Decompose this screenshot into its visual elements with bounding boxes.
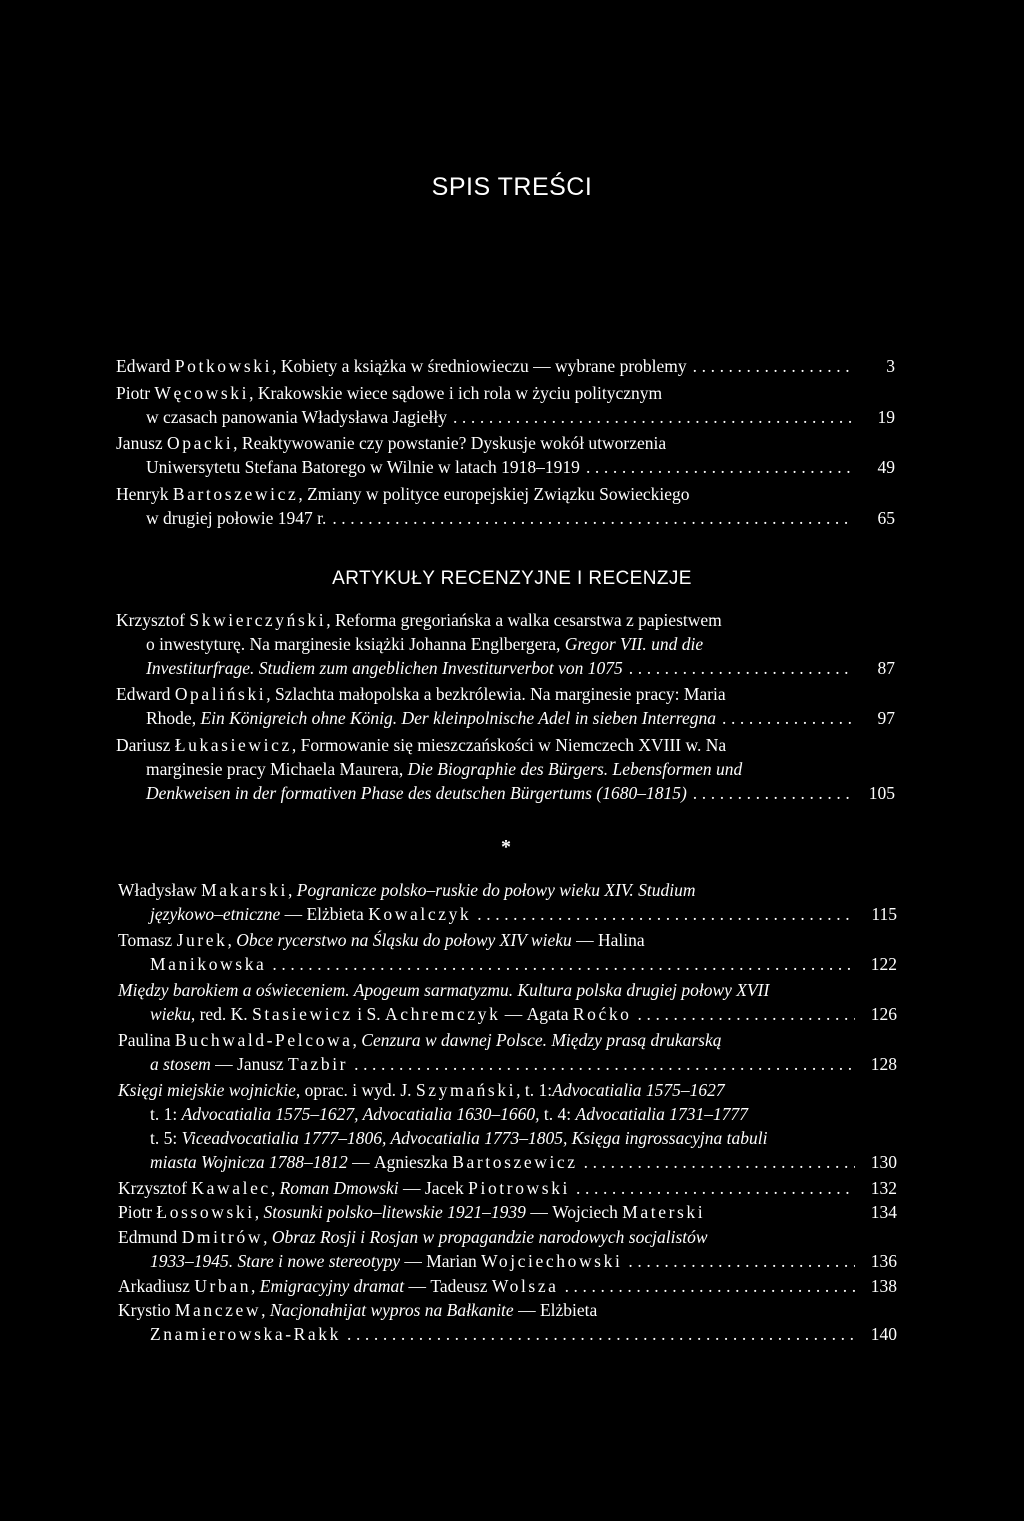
book-title: Advocatialia 1731–1777 bbox=[575, 1104, 749, 1124]
toc-entry-manczew[interactable]: Krystio Manczew , Nacjonałnijat wypros na Bałkanite — Elżbieta bbox=[118, 1300, 598, 1320]
toc-entry-ksiegi-wojnickie-cont bbox=[150, 1102, 897, 1126]
author-first: Władysław bbox=[118, 880, 197, 900]
book-title: językowo–etniczne bbox=[150, 904, 281, 924]
toc-entry-lukasiewicz[interactable]: Dariusz Łukasiewicz , Formowanie się mieszczańskości w Niemczech XVIII w. Na bbox=[116, 735, 727, 755]
toc-entry-makarski-cont: językowo–etniczne — Elżbieta Kowalczyk ..... 115 bbox=[150, 902, 897, 926]
reviewer-last: Piotrowski bbox=[468, 1178, 571, 1198]
author-last: Dmitrów bbox=[181, 1227, 264, 1247]
book-title: Między barokiem a oświeceniem. Apogeum sarmatyzmu. Kultura polska drugiej połowy XVII bbox=[118, 980, 770, 1000]
toc-entry-wecowski-cont bbox=[146, 405, 895, 429]
toc-entry-skwierczynski-cont2 bbox=[146, 656, 895, 680]
author-last: Bartoszewicz bbox=[172, 484, 299, 504]
reviewer-last: Materski bbox=[622, 1202, 706, 1222]
book-title: Die Biographie des Bürgers. Lebensformen und bbox=[407, 759, 743, 779]
section-divider: * bbox=[501, 836, 511, 858]
book-title: Advocatialia 1575–1627 bbox=[552, 1080, 725, 1100]
page-number: 132 bbox=[870, 1178, 897, 1198]
leader-dots bbox=[687, 354, 853, 378]
leader-dots bbox=[559, 1274, 855, 1298]
author-first: Janusz bbox=[116, 433, 163, 453]
book-title: wieku bbox=[150, 1004, 191, 1024]
leader-dots bbox=[570, 1176, 855, 1200]
toc-entry-bartoszewicz[interactable]: Henryk Bartoszewicz , Zmiany w polityce europejskiej Związku Sowieckiego bbox=[116, 484, 690, 504]
author-first: Krzysztof bbox=[118, 1178, 188, 1198]
author-last: Buchwald-Pelcowa bbox=[174, 1030, 353, 1050]
author-last: Manczew bbox=[174, 1300, 262, 1320]
toc-entry-kawalec[interactable]: Krzysztof Kawalec , Roman Dmowski — Jacek Piotrowski ..... 132 bbox=[118, 1176, 897, 1200]
toc-entry-dmitrow[interactable]: Edmund Dmitrów , Obraz Rosji i Rosjan w propagandzie narodowych socjalistów bbox=[118, 1227, 708, 1247]
editor-1: Stasiewicz bbox=[252, 1004, 353, 1024]
leader-dots bbox=[471, 902, 855, 926]
editor-2: Achremczyk bbox=[385, 1004, 501, 1024]
volume-label: , t. 1: bbox=[516, 1080, 553, 1100]
author-last: Łukasiewicz bbox=[174, 735, 292, 755]
author-last: Łossowski bbox=[156, 1202, 255, 1222]
toc-entry-makarski[interactable]: Władysław Makarski , Pogranicze polsko–ruskie do połowy wieku XIV. Studium bbox=[118, 880, 696, 900]
page-number: 97 bbox=[877, 708, 895, 728]
author-first: Edmund bbox=[118, 1227, 178, 1247]
page-number: 130 bbox=[870, 1152, 897, 1172]
toc-entry-opalinski[interactable]: Edward Opaliński , Szlachta małopolska a bezkrólewia. Na marginesie pracy: Maria bbox=[116, 684, 726, 704]
book-title: a stosem bbox=[150, 1054, 211, 1074]
toc-entry-lossowski[interactable]: Piotr Łossowski , Stosunki polsko–litewskie 1921–1939 — Wojciech Materski 134 bbox=[118, 1202, 897, 1222]
toc-entry-urban[interactable]: Arkadiusz Urban , Emigracyjny dramat — Tadeusz Wolsza ..... 138 bbox=[118, 1274, 897, 1298]
reviewer-first: Agata bbox=[526, 1004, 569, 1024]
leader-dots bbox=[687, 781, 853, 805]
editor-label: , oprac. i wyd. J. bbox=[295, 1080, 412, 1100]
book-title: Ein Königreich ohne König. Der kleinpolnische Adel in sieben Interregna bbox=[200, 708, 716, 728]
reviewer-last: Manikowska bbox=[150, 954, 267, 974]
toc-entry-wecowski[interactable]: Piotr Węcowski , Krakowskie wiece sądowe i ich rola w życiu politycznym bbox=[116, 383, 663, 403]
page-title: SPIS TREŚCI bbox=[431, 173, 593, 201]
author-last: Urban bbox=[194, 1276, 252, 1296]
editor-label: , red. K. bbox=[190, 1004, 248, 1024]
editor: Szymański bbox=[415, 1080, 517, 1100]
page-number: 138 bbox=[870, 1276, 897, 1296]
reviewer-first: Agnieszka bbox=[373, 1152, 448, 1172]
leader-dots bbox=[578, 1150, 855, 1174]
book-title: Gregor VII. und die bbox=[564, 634, 704, 654]
book-title: Cenzura w dawnej Polsce. Między prasą drukarską bbox=[361, 1030, 722, 1050]
author-last: Skwierczyński bbox=[189, 610, 327, 630]
page-number: 65 bbox=[877, 508, 895, 528]
toc-entry-buchwald[interactable]: Paulina Buchwald-Pelcowa , Cenzura w dawnej Polsce. Między prasą drukarską bbox=[118, 1030, 722, 1050]
reviewer-first: Wojciech bbox=[552, 1202, 618, 1222]
leader-dots bbox=[622, 1249, 855, 1273]
entry-title: Krakowskie wiece sądowe i ich rola w życiu politycznym bbox=[257, 383, 663, 403]
page-number: 136 bbox=[870, 1251, 897, 1271]
page-number: 49 bbox=[877, 457, 895, 477]
toc-entry-lukasiewicz-cont bbox=[146, 757, 895, 781]
author-last: Makarski bbox=[201, 880, 289, 900]
reviewer-last: Znamierowska-Rakk bbox=[150, 1324, 341, 1344]
leader-dots bbox=[623, 656, 853, 680]
book-title: miasta Wojnicza 1788–1812 bbox=[150, 1152, 348, 1172]
author-last: Węcowski bbox=[154, 383, 250, 403]
book-title: Obce rycerstwo na Śląsku do połowy XIV wieku bbox=[236, 930, 572, 950]
reviewer-first: Janusz bbox=[237, 1054, 284, 1074]
section-heading: ARTYKUŁY RECENZYJNE I RECENZJE bbox=[332, 568, 692, 589]
book-title: Roman Dmowski bbox=[279, 1178, 399, 1198]
volume-label: t. 5: bbox=[150, 1128, 178, 1148]
volume-label: t. 4: bbox=[543, 1104, 572, 1124]
page-number: 3 bbox=[886, 356, 895, 376]
author-last: Kawalec bbox=[191, 1178, 271, 1198]
entry-title: Reforma gregoriańska a walka cesarstwa z papiestwem bbox=[334, 610, 722, 630]
reviewer-first: Elżbieta bbox=[306, 904, 364, 924]
book-title: Denkweisen in der formativen Phase des deutschen Bürgertums (1680–1815) bbox=[146, 783, 687, 803]
page-number: 122 bbox=[870, 954, 897, 974]
toc-entry-dmitrow-cont: 1933–1945. Stare i nowe stereotypy — Marian Wojciechowski ..... 136 bbox=[150, 1249, 897, 1273]
entry-title: w drugiej połowie 1947 r. bbox=[146, 508, 327, 528]
entry-title: Zmiany w polityce europejskiej Związku Sowieckiego bbox=[307, 484, 690, 504]
author-first: Edward bbox=[116, 684, 171, 704]
author-last: Potkowski bbox=[174, 356, 273, 376]
toc-entry-skwierczynski-cont bbox=[146, 632, 895, 656]
book-title: Stosunki polsko–litewskie 1921–1939 bbox=[263, 1202, 526, 1222]
page-number: 87 bbox=[877, 658, 895, 678]
reviewer-last: Wojciechowski bbox=[481, 1251, 623, 1271]
page-number: 140 bbox=[870, 1324, 897, 1344]
entry-text: Rhode, bbox=[146, 708, 197, 728]
page-number: 126 bbox=[870, 1004, 897, 1024]
author-first: Arkadiusz bbox=[118, 1276, 190, 1296]
book-title: Obraz Rosji i Rosjan w propagandzie narodowych socjalistów bbox=[271, 1227, 708, 1247]
author-last: Jurek bbox=[176, 930, 228, 950]
reviewer-last: Kowalczyk bbox=[368, 904, 472, 924]
author-last: Opaliński bbox=[174, 684, 267, 704]
toc-entry-ksiegi-wojnickie[interactable] bbox=[118, 1078, 897, 1102]
author-first: Piotr bbox=[116, 383, 151, 403]
toc-entry-ksiegi-wojnickie-cont2 bbox=[150, 1126, 897, 1150]
book-title: 1933–1945. Stare i nowe stereotypy bbox=[150, 1251, 400, 1271]
author-first: Edward bbox=[116, 356, 171, 376]
entry-text: marginesie pracy Michaela Maurera, bbox=[146, 759, 404, 779]
toc-entry-buchwald-cont: a stosem — Janusz Tazbir ..... 128 bbox=[150, 1052, 897, 1076]
reviewer-last: Tazbir bbox=[288, 1054, 349, 1074]
author-first: Dariusz bbox=[116, 735, 171, 755]
reviewer-first: Marian bbox=[426, 1251, 477, 1271]
volume-label: t. 1: bbox=[150, 1104, 178, 1124]
leader-dots bbox=[632, 1002, 855, 1026]
reviewer-first: Elżbieta bbox=[539, 1300, 598, 1320]
leader-dots bbox=[716, 706, 853, 730]
toc-entry-bartoszewicz-cont bbox=[146, 506, 895, 530]
leader-dots bbox=[580, 455, 853, 479]
entry-text: o inwestyturę. Na marginesie książki Johanna Englbergera, bbox=[146, 634, 561, 654]
entry-title: Szlachta małopolska a bezkrólewia. Na marginesie pracy: Maria bbox=[275, 684, 726, 704]
author-last: Opacki bbox=[167, 433, 234, 453]
entry-title: Reaktywowanie czy powstanie? Dyskusje wokół utworzenia bbox=[241, 433, 667, 453]
entry-title: Formowanie się mieszczańskości w Niemczech XVIII w. Na bbox=[300, 735, 727, 755]
page-number: 115 bbox=[871, 904, 897, 924]
toc-entry-lukasiewicz-cont2 bbox=[146, 781, 895, 805]
author-first: Krzysztof bbox=[116, 610, 186, 630]
toc-entry-manczew-cont bbox=[150, 1322, 897, 1346]
toc-entry-ksiegi-wojnickie-cont3: miasta Wojnicza 1788–1812 — Agnieszka Bartoszewicz ..... 130 bbox=[150, 1150, 897, 1174]
reviewer-last: Wolsza bbox=[491, 1276, 559, 1296]
book-title: Emigracyjny dramat bbox=[259, 1276, 405, 1296]
toc-entry-opacki[interactable]: Janusz Opacki , Reaktywowanie czy powstanie? Dyskusje wokół utworzenia bbox=[116, 433, 667, 453]
reviewer-last: Roćko bbox=[572, 1004, 632, 1024]
toc-entry-opalinski-cont bbox=[146, 706, 895, 730]
author-first: Piotr bbox=[118, 1202, 153, 1222]
leader-dots bbox=[341, 1322, 855, 1346]
conjunction: i S. bbox=[357, 1004, 381, 1024]
author-first: Paulina bbox=[118, 1030, 171, 1050]
toc-entry-miedzy-barokiem-cont: wieku , red. K. Stasiewicz i S. Achremczyk — Agata Roćko ..... 126 bbox=[150, 1002, 897, 1026]
book-title: Advocatialia 1575–1627, Advocatialia 1630–1660, bbox=[181, 1104, 540, 1124]
reviewer-first: Tadeusz bbox=[430, 1276, 488, 1296]
leader-dots bbox=[266, 952, 855, 976]
toc-entry-opacki-cont bbox=[146, 455, 895, 479]
toc-entry-jurek[interactable]: Tomasz Jurek , Obce rycerstwo na Śląsku do połowy XIV wieku — Halina bbox=[118, 930, 645, 950]
toc-entry-miedzy-barokiem[interactable] bbox=[118, 978, 897, 1002]
toc-entry-jurek-cont bbox=[150, 952, 897, 976]
page-number: 134 bbox=[870, 1202, 897, 1222]
leader-dots bbox=[326, 506, 853, 530]
page-number: 105 bbox=[868, 783, 895, 803]
author-first: Tomasz bbox=[118, 930, 173, 950]
book-title: Nacjonałnijat wypros na Bałkanite bbox=[269, 1300, 514, 1320]
author-first: Krystio bbox=[118, 1300, 171, 1320]
book-title: Viceadvocatialia 1777–1806, Advocatialia 1773–1805, Księga ingrossacyjna tabuli bbox=[181, 1128, 768, 1148]
reviewer-last: Bartoszewicz bbox=[452, 1152, 578, 1172]
reviewer-first: Jacek bbox=[424, 1178, 464, 1198]
book-title: Pogranicze polsko–ruskie do połowy wieku XIV. Studium bbox=[296, 880, 696, 900]
page-number: 128 bbox=[870, 1054, 897, 1074]
book-title: Investiturfrage. Studiem zum angeblichen Investiturverbot von 1075 bbox=[146, 658, 623, 678]
entry-title: Uniwersytetu Stefana Batorego w Wilnie w latach 1918–1919 bbox=[146, 457, 580, 477]
entry-title: Kobiety a książka w średniowieczu — wybrane problemy bbox=[280, 356, 687, 376]
toc-entry-potkowski[interactable]: Edward Potkowski , Kobiety a książka w średniowieczu — wybrane problemy ..... 3 bbox=[116, 354, 895, 378]
entry-title: w czasach panowania Władysława Jagiełły bbox=[146, 407, 447, 427]
leader-dots bbox=[447, 405, 853, 429]
leader-dots bbox=[348, 1052, 855, 1076]
toc-entry-skwierczynski[interactable]: Krzysztof Skwierczyński , Reforma gregoriańska a walka cesarstwa z papiestwem bbox=[116, 610, 722, 630]
book-title: Księgi miejskie wojnickie bbox=[118, 1080, 296, 1100]
page-number: 19 bbox=[877, 407, 895, 427]
author-first: Henryk bbox=[116, 484, 169, 504]
reviewer-first: Halina bbox=[598, 930, 645, 950]
